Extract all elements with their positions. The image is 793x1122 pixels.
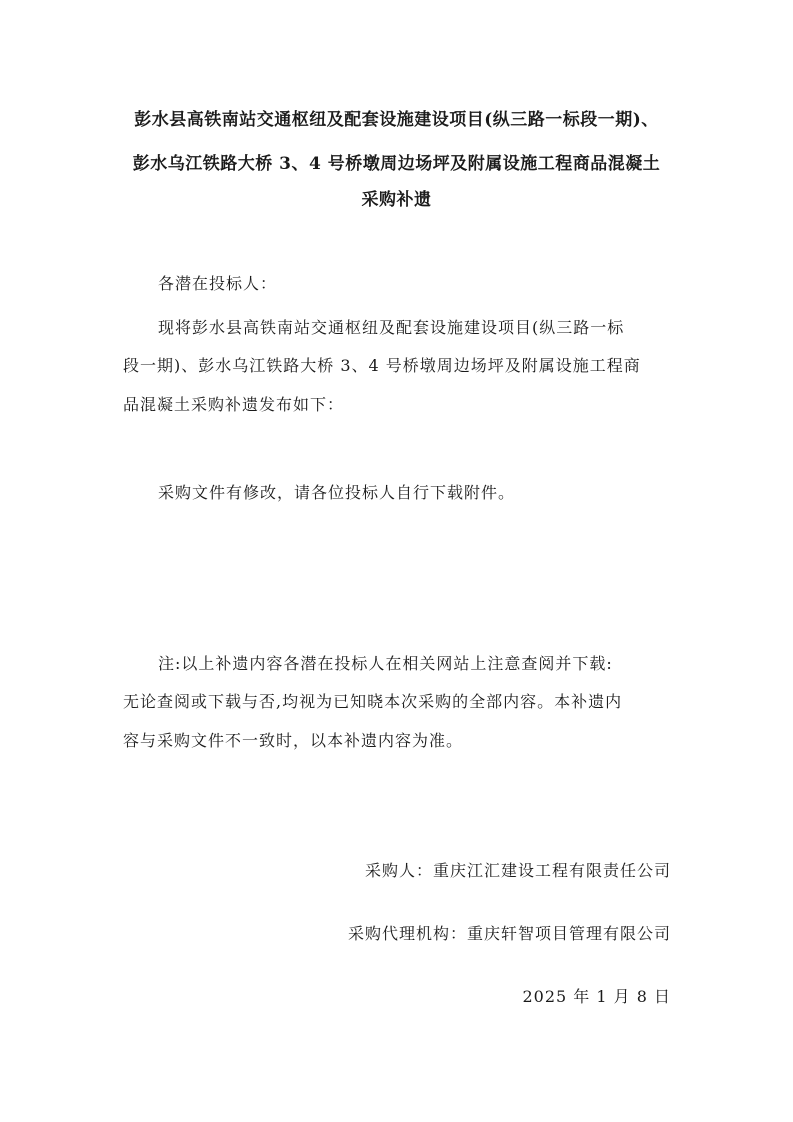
salutation: 各潜在投标人：	[158, 274, 278, 293]
intro-line-1: 现将彭水县高铁南站交通枢纽及配套设施建设项目(纵三路一标	[158, 318, 625, 337]
intro-line-3: 品混凝土采购补遗发布如下：	[123, 395, 345, 414]
issue-date: 2025 年 1 月 8 日	[522, 987, 671, 1006]
note-line-2: 无论查阅或下载与否,均视为已知晓本次采购的全部内容。本补遗内	[123, 692, 623, 711]
agency-signature: 采购代理机构：重庆轩智项目管理有限公司	[347, 924, 671, 943]
purchaser-signature: 采购人：重庆江汇建设工程有限责任公司	[364, 861, 671, 880]
note-line-3: 容与采购文件不一致时，以本补遗内容为准。	[123, 731, 464, 750]
title-line-2: 彭水乌江铁路大桥 3、4 号桥墩周边场坪及附属设施工程商品混凝土	[132, 154, 661, 174]
note-line-1: 注:以上补遗内容各潜在投标人在相关网站上注意查阅并下载:	[158, 654, 613, 673]
title-line-3: 采购补遗	[361, 190, 432, 210]
intro-line-2: 段一期)、彭水乌江铁路大桥 3、4 号桥墩周边场坪及附属设施工程商	[123, 356, 641, 375]
notice-text: 采购文件有修改，请各位投标人自行下载附件。	[158, 483, 516, 502]
title-line-1: 彭水县高铁南站交通枢纽及配套设施建设项目(纵三路一标段一期)、	[134, 110, 659, 130]
